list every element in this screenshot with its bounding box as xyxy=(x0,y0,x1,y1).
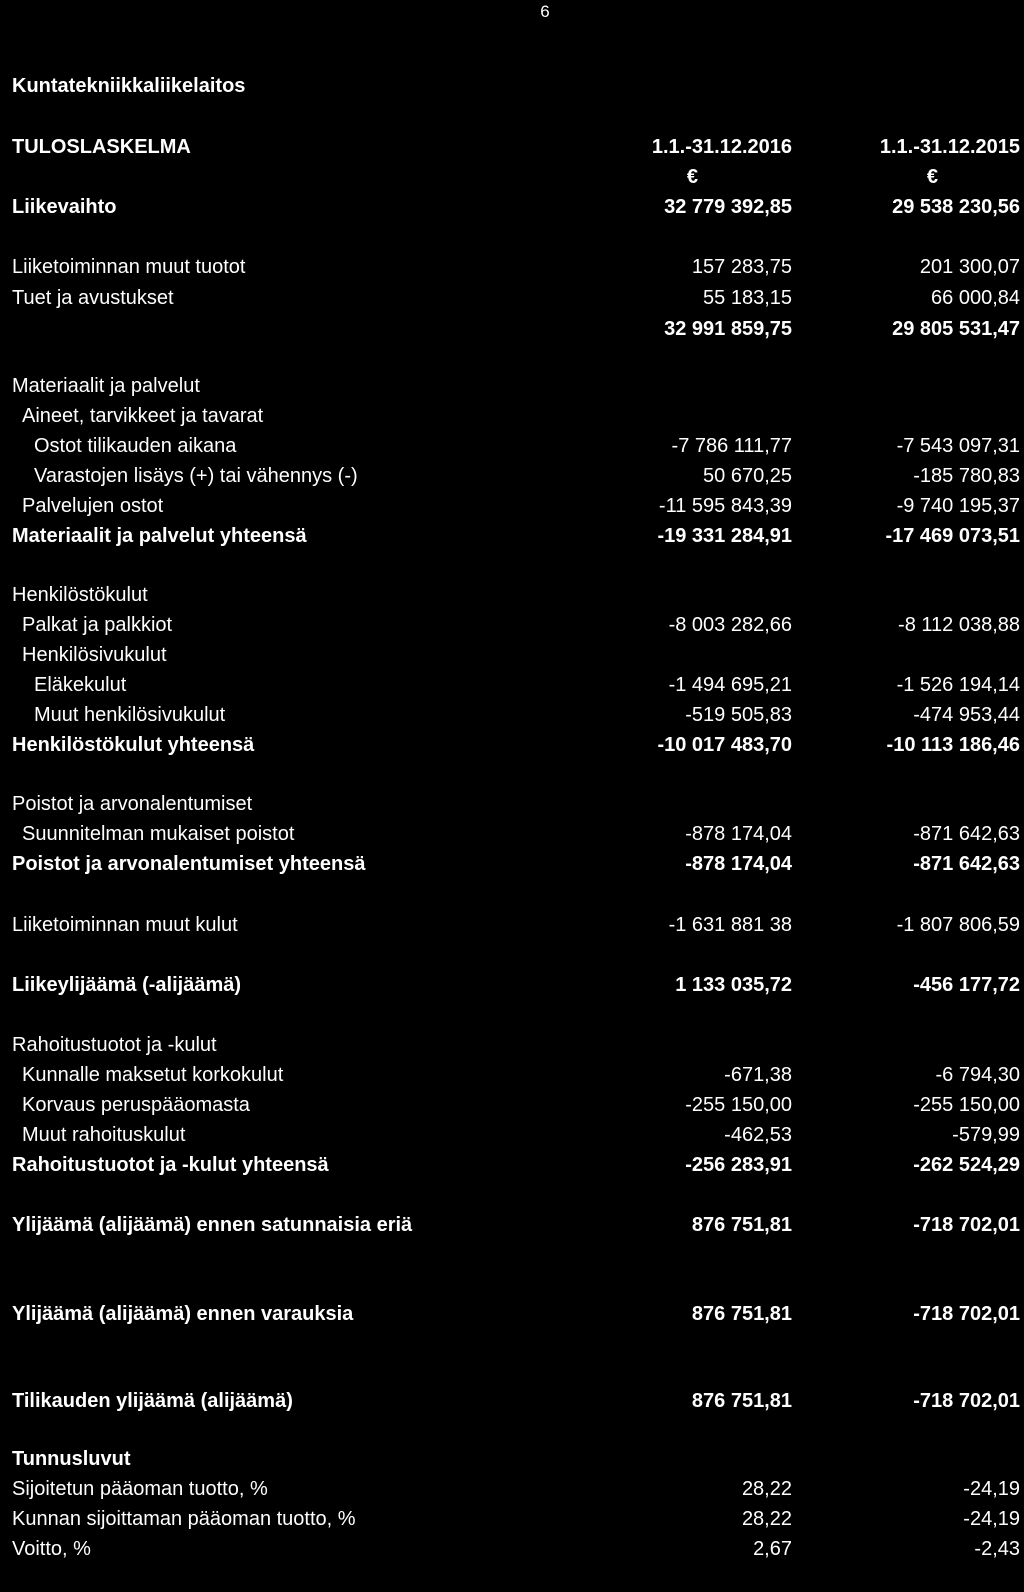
row-label: Palkat ja palkkiot xyxy=(22,614,173,636)
subsection-heading xyxy=(0,640,1024,670)
value-2015: -871 642,63 xyxy=(913,823,1020,845)
value-2015: 29 538 230,56 xyxy=(892,196,1020,218)
value-2016: 28,22 xyxy=(741,1508,792,1530)
value-2015: -10 113 186,46 xyxy=(886,734,1020,756)
value-2015: 66 000,84 xyxy=(931,287,1020,309)
value-2015: -718 702,01 xyxy=(913,1390,1020,1412)
statement-title: TULOSLASKELMA xyxy=(12,136,191,158)
subsection-heading xyxy=(0,401,1024,431)
value-2016: -7 786 111,77 xyxy=(671,435,792,457)
row-label: Muut rahoituskulut xyxy=(22,1124,186,1146)
row-label: Sijoitetun pääoman tuotto, % xyxy=(12,1478,268,1500)
statement-header xyxy=(0,133,1024,161)
row-label: Poistot ja arvonalentumiset xyxy=(12,793,253,815)
table-row xyxy=(0,1504,1024,1534)
value-2016: 876 751,81 xyxy=(691,1303,792,1325)
value-2016: 28,22 xyxy=(741,1478,792,1500)
row-label: Aineet, tarvikkeet ja tavarat xyxy=(22,405,264,427)
row-label: Liikevaihto xyxy=(12,196,117,218)
table-row xyxy=(0,283,1024,313)
value-2016: -255 150,00 xyxy=(685,1094,792,1116)
row-label: Kunnalle maksetut korkokulut xyxy=(22,1064,284,1086)
value-2016: -19 331 284,91 xyxy=(657,525,792,547)
value-2016: -8 003 282,66 xyxy=(668,614,792,636)
value-2015: -185 780,83 xyxy=(913,465,1020,487)
row-label: Liiketoiminnan muut tuotot xyxy=(12,256,246,278)
value-2015: -474 953,44 xyxy=(913,704,1020,726)
row-label: Materiaalit ja palvelut yhteensä xyxy=(12,525,307,547)
value-2015: -2,43 xyxy=(974,1538,1020,1560)
row-label: Ylijäämä (alijäämä) ennen varauksia xyxy=(12,1303,354,1325)
table-row xyxy=(0,1534,1024,1564)
section-heading xyxy=(0,789,1024,819)
table-row xyxy=(0,910,1024,940)
currency-2016: € xyxy=(686,166,698,188)
value-2016: -10 017 483,70 xyxy=(657,734,792,756)
value-2016: 876 751,81 xyxy=(691,1390,792,1412)
total-row xyxy=(0,521,1024,551)
total-row xyxy=(0,1386,1024,1416)
row-label: Henkilöstökulut yhteensä xyxy=(12,734,255,756)
row-label: Henkilöstökulut xyxy=(12,584,148,606)
organization-name: Kuntatekniikkaliikelaitos xyxy=(12,75,246,97)
page-number: 6 xyxy=(540,2,550,21)
value-2015: -8 112 038,88 xyxy=(898,614,1020,636)
value-2015: -871 642,63 xyxy=(913,853,1020,875)
table-row xyxy=(0,1120,1024,1150)
total-row xyxy=(0,1150,1024,1180)
total-row xyxy=(0,1299,1024,1329)
row-label: Henkilösivukulut xyxy=(22,644,167,666)
value-2016: 32 991 859,75 xyxy=(664,318,792,340)
section-heading xyxy=(0,371,1024,401)
row-label: Materiaalit ja palvelut xyxy=(12,375,200,397)
section-heading xyxy=(0,580,1024,610)
value-2015: -262 524,29 xyxy=(913,1154,1020,1176)
total-row xyxy=(0,1210,1024,1240)
table-row xyxy=(0,700,1024,730)
value-2015: -1 807 806,59 xyxy=(896,914,1020,936)
row-label: Palvelujen ostot xyxy=(22,495,164,517)
currency-header xyxy=(0,163,1024,191)
row-label: Ostot tilikauden aikana xyxy=(34,435,237,457)
value-2015: -24,19 xyxy=(963,1508,1020,1530)
table-row xyxy=(0,1474,1024,1504)
table-row xyxy=(0,192,1024,222)
value-2016: 32 779 392,85 xyxy=(664,196,792,218)
value-2016: -519 505,83 xyxy=(685,704,792,726)
row-label: Suunnitelman mukaiset poistot xyxy=(22,823,295,845)
row-label: Liiketoiminnan muut kulut xyxy=(12,914,238,936)
value-2015: -7 543 097,31 xyxy=(896,435,1020,457)
period-2016-header: 1.1.-31.12.2016 xyxy=(651,136,792,158)
value-2016: -462,53 xyxy=(724,1124,792,1146)
table-row xyxy=(0,819,1024,849)
value-2015: -579,99 xyxy=(952,1124,1020,1146)
value-2015: -718 702,01 xyxy=(913,1303,1020,1325)
value-2016: 2,67 xyxy=(753,1538,792,1560)
value-2016: -1 494 695,21 xyxy=(668,674,792,696)
row-label: Varastojen lisäys (+) tai vähennys (-) xyxy=(34,465,358,487)
row-label: Muut henkilösivukulut xyxy=(34,704,226,726)
value-2016: -11 595 843,39 xyxy=(658,495,792,517)
currency-2015: € xyxy=(926,166,938,188)
value-2015: -255 150,00 xyxy=(913,1094,1020,1116)
row-label: Kunnan sijoittaman pääoman tuotto, % xyxy=(12,1508,356,1530)
value-2015: 201 300,07 xyxy=(919,256,1020,278)
value-2016: 50 670,25 xyxy=(703,465,792,487)
row-label: Rahoitustuotot ja -kulut xyxy=(12,1034,217,1056)
table-row xyxy=(0,431,1024,461)
value-2016: -671,38 xyxy=(724,1064,792,1086)
value-2015: -9 740 195,37 xyxy=(896,495,1020,517)
value-2015: -17 469 073,51 xyxy=(885,525,1020,547)
value-2015: -24,19 xyxy=(963,1478,1020,1500)
section-heading xyxy=(0,1030,1024,1060)
row-label: Voitto, % xyxy=(12,1538,91,1560)
row-label: Rahoitustuotot ja -kulut yhteensä xyxy=(12,1154,329,1176)
value-2016: 876 751,81 xyxy=(691,1214,792,1236)
value-2016: -256 283,91 xyxy=(685,1154,792,1176)
subtotal-row xyxy=(0,314,1024,344)
total-row xyxy=(0,970,1024,1000)
value-2016: 55 183,15 xyxy=(703,287,792,309)
value-2016: 157 283,75 xyxy=(691,256,792,278)
table-row xyxy=(0,252,1024,282)
value-2016: -1 631 881 38 xyxy=(668,914,792,936)
table-row xyxy=(0,670,1024,700)
row-label: Tuet ja avustukset xyxy=(12,287,174,309)
row-label: Eläkekulut xyxy=(34,674,127,696)
row-label: Tunnusluvut xyxy=(12,1448,131,1470)
table-row xyxy=(0,1090,1024,1120)
section-heading xyxy=(0,1444,1024,1474)
value-2016: -878 174,04 xyxy=(685,853,792,875)
value-2016: -878 174,04 xyxy=(685,823,792,845)
row-label: Poistot ja arvonalentumiset yhteensä xyxy=(12,853,366,875)
value-2015: -718 702,01 xyxy=(913,1214,1020,1236)
table-row xyxy=(0,491,1024,521)
row-label: Ylijäämä (alijäämä) ennen satunnaisia eriä xyxy=(12,1214,413,1236)
row-label: Liikeylijäämä (-alijäämä) xyxy=(12,974,242,996)
total-row xyxy=(0,730,1024,760)
table-row xyxy=(0,610,1024,640)
row-label: Korvaus peruspääomasta xyxy=(22,1094,250,1116)
table-row xyxy=(0,1060,1024,1090)
value-2015: -456 177,72 xyxy=(913,974,1020,996)
value-2015: -1 526 194,14 xyxy=(896,674,1020,696)
value-2016: 1 133 035,72 xyxy=(675,974,792,996)
value-2015: -6 794,30 xyxy=(935,1064,1020,1086)
value-2015: 29 805 531,47 xyxy=(892,318,1020,340)
total-row xyxy=(0,849,1024,879)
row-label: Tilikauden ylijäämä (alijäämä) xyxy=(12,1390,293,1412)
table-row xyxy=(0,461,1024,491)
period-2015-header: 1.1.-31.12.2015 xyxy=(879,136,1020,158)
